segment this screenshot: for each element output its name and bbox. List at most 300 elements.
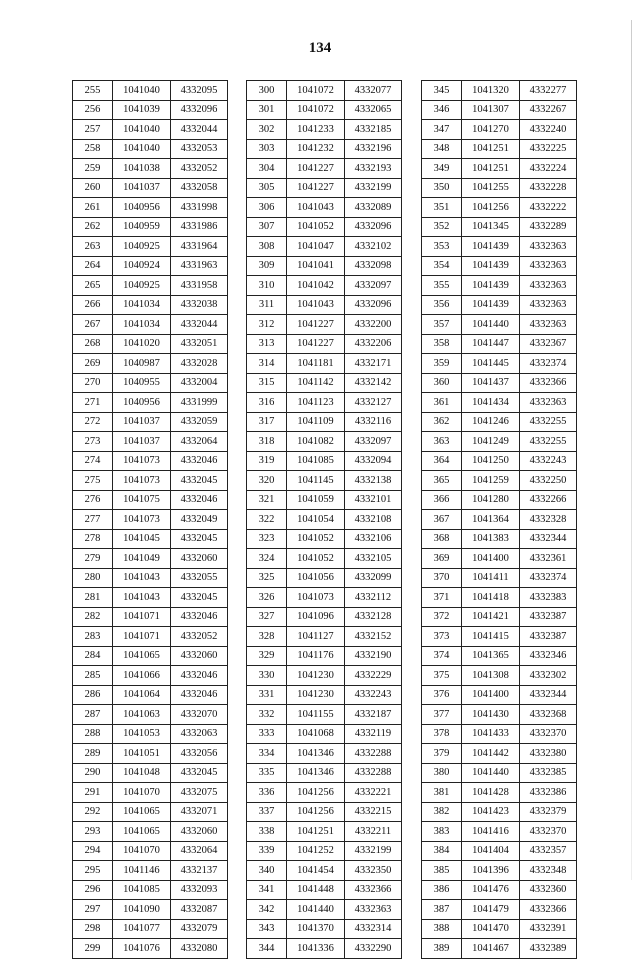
x-coordinate-cell: 1041467 (462, 939, 520, 959)
x-coordinate-cell: 1041252 (287, 841, 345, 861)
y-coordinate-cell: 4332366 (345, 880, 402, 900)
table-row (247, 256, 402, 276)
x-coordinate-cell: 1041054 (287, 510, 345, 530)
point-number-cell: 356 (422, 295, 462, 315)
point-number-cell: 300 (247, 81, 287, 101)
x-coordinate-cell: 1041440 (462, 763, 520, 783)
table-row (73, 334, 228, 354)
x-coordinate-cell: 1041037 (113, 178, 171, 198)
y-coordinate-cell: 4332055 (171, 568, 228, 588)
y-coordinate-cell: 4332389 (520, 939, 577, 959)
table-row (247, 510, 402, 530)
y-coordinate-cell: 4332314 (345, 919, 402, 939)
y-coordinate-cell: 4332105 (345, 549, 402, 569)
point-number-cell: 273 (73, 432, 113, 452)
table-row (247, 217, 402, 237)
point-number-cell: 337 (247, 802, 287, 822)
y-coordinate-cell: 4332187 (345, 705, 402, 725)
table-row (247, 451, 402, 471)
point-number-cell: 338 (247, 822, 287, 842)
point-number-cell: 310 (247, 276, 287, 296)
y-coordinate-cell: 4332368 (520, 705, 577, 725)
point-number-cell: 330 (247, 666, 287, 686)
x-coordinate-cell: 1041047 (287, 237, 345, 257)
y-coordinate-cell: 4332128 (345, 607, 402, 627)
x-coordinate-cell: 1041423 (462, 802, 520, 822)
page-number: 134 (308, 40, 332, 56)
y-coordinate-cell: 4332391 (520, 919, 577, 939)
point-number-cell: 321 (247, 490, 287, 510)
table-row (73, 198, 228, 218)
point-number-cell: 275 (73, 471, 113, 491)
y-coordinate-cell: 4332071 (171, 802, 228, 822)
x-coordinate-cell: 1041476 (462, 880, 520, 900)
x-coordinate-cell: 1041439 (462, 237, 520, 257)
y-coordinate-cell: 4332363 (345, 900, 402, 920)
y-coordinate-cell: 4332302 (520, 666, 577, 686)
y-coordinate-cell: 4332224 (520, 159, 577, 179)
y-coordinate-cell: 4331963 (171, 256, 228, 276)
table-row (73, 666, 228, 686)
y-coordinate-cell: 4332004 (171, 373, 228, 393)
table-row (422, 198, 577, 218)
point-number-cell: 267 (73, 315, 113, 335)
table-row (73, 451, 228, 471)
table-row (73, 120, 228, 140)
x-coordinate-cell: 1041142 (287, 373, 345, 393)
table-row (247, 783, 402, 803)
table-row (422, 744, 577, 764)
point-number-cell: 354 (422, 256, 462, 276)
x-coordinate-cell: 1040987 (113, 354, 171, 374)
point-number-cell: 323 (247, 529, 287, 549)
x-coordinate-cell: 1041256 (287, 802, 345, 822)
point-number-cell: 316 (247, 393, 287, 413)
point-number-cell: 314 (247, 354, 287, 374)
y-coordinate-cell: 4332196 (345, 139, 402, 159)
point-number-cell: 336 (247, 783, 287, 803)
table-row (73, 100, 228, 120)
x-coordinate-cell: 1041065 (113, 646, 171, 666)
x-coordinate-cell: 1040955 (113, 373, 171, 393)
point-number-cell: 379 (422, 744, 462, 764)
table-row (247, 490, 402, 510)
y-coordinate-cell: 4332098 (345, 256, 402, 276)
table-row (247, 315, 402, 335)
table-row (247, 763, 402, 783)
y-coordinate-cell: 4332046 (171, 666, 228, 686)
table-row (422, 451, 577, 471)
point-number-cell: 376 (422, 685, 462, 705)
y-coordinate-cell: 4332038 (171, 295, 228, 315)
point-number-cell: 281 (73, 588, 113, 608)
point-number-cell: 341 (247, 880, 287, 900)
y-coordinate-cell: 4332211 (345, 822, 402, 842)
table-row (73, 510, 228, 530)
x-coordinate-cell: 1041251 (462, 159, 520, 179)
y-coordinate-cell: 4332360 (520, 880, 577, 900)
x-coordinate-cell: 1041430 (462, 705, 520, 725)
y-coordinate-cell: 4332185 (345, 120, 402, 140)
y-coordinate-cell: 4332070 (171, 705, 228, 725)
x-coordinate-cell: 1041065 (113, 802, 171, 822)
point-number-cell: 287 (73, 705, 113, 725)
point-number-cell: 301 (247, 100, 287, 120)
x-coordinate-cell: 1041439 (462, 276, 520, 296)
y-coordinate-cell: 4332379 (520, 802, 577, 822)
y-coordinate-cell: 4332288 (345, 763, 402, 783)
table-row (73, 607, 228, 627)
y-coordinate-cell: 4331986 (171, 217, 228, 237)
table-row (422, 861, 577, 881)
table-row (422, 81, 577, 101)
y-coordinate-cell: 4332052 (171, 159, 228, 179)
y-coordinate-cell: 4332060 (171, 646, 228, 666)
point-number-cell: 377 (422, 705, 462, 725)
table-row (73, 900, 228, 920)
point-number-cell: 366 (422, 490, 462, 510)
y-coordinate-cell: 4332288 (345, 744, 402, 764)
x-coordinate-cell: 1041065 (113, 822, 171, 842)
table-row (73, 354, 228, 374)
table-row (422, 627, 577, 647)
x-coordinate-cell: 1041439 (462, 256, 520, 276)
y-coordinate-cell: 4332046 (171, 607, 228, 627)
y-coordinate-cell: 4332386 (520, 783, 577, 803)
point-number-cell: 257 (73, 120, 113, 140)
point-number-cell: 306 (247, 198, 287, 218)
x-coordinate-cell: 1041250 (462, 451, 520, 471)
table-row (422, 237, 577, 257)
y-coordinate-cell: 4332199 (345, 841, 402, 861)
x-coordinate-cell: 1041249 (462, 432, 520, 452)
x-coordinate-cell: 1040925 (113, 276, 171, 296)
y-coordinate-cell: 4332060 (171, 549, 228, 569)
y-coordinate-cell: 4332089 (345, 198, 402, 218)
table-row (247, 198, 402, 218)
table-row (73, 861, 228, 881)
table-row (73, 315, 228, 335)
y-coordinate-cell: 4332142 (345, 373, 402, 393)
point-number-cell: 266 (73, 295, 113, 315)
x-coordinate-cell: 1041145 (287, 471, 345, 491)
table-row (422, 588, 577, 608)
x-coordinate-cell: 1041146 (113, 861, 171, 881)
point-number-cell: 333 (247, 724, 287, 744)
table-row (73, 373, 228, 393)
table-row (73, 783, 228, 803)
y-coordinate-cell: 4332250 (520, 471, 577, 491)
table-row (73, 919, 228, 939)
table-row (422, 315, 577, 335)
x-coordinate-cell: 1041364 (462, 510, 520, 530)
point-number-cell: 384 (422, 841, 462, 861)
y-coordinate-cell: 4332137 (171, 861, 228, 881)
point-number-cell: 349 (422, 159, 462, 179)
x-coordinate-cell: 1041181 (287, 354, 345, 374)
x-coordinate-cell: 1041042 (287, 276, 345, 296)
y-coordinate-cell: 4332060 (171, 822, 228, 842)
point-number-cell: 277 (73, 510, 113, 530)
y-coordinate-cell: 4332079 (171, 919, 228, 939)
point-number-cell: 271 (73, 393, 113, 413)
x-coordinate-cell: 1041068 (287, 724, 345, 744)
table-row (247, 354, 402, 374)
x-coordinate-cell: 1041470 (462, 919, 520, 939)
table-row (73, 159, 228, 179)
point-number-cell: 319 (247, 451, 287, 471)
y-coordinate-cell: 4332240 (520, 120, 577, 140)
point-number-cell: 309 (247, 256, 287, 276)
point-number-cell: 371 (422, 588, 462, 608)
y-coordinate-cell: 4332058 (171, 178, 228, 198)
x-coordinate-cell: 1041428 (462, 783, 520, 803)
table-row (247, 802, 402, 822)
x-coordinate-cell: 1041437 (462, 373, 520, 393)
point-number-cell: 296 (73, 880, 113, 900)
x-coordinate-cell: 1041090 (113, 900, 171, 920)
table-row (422, 373, 577, 393)
table-row (73, 724, 228, 744)
point-number-cell: 353 (422, 237, 462, 257)
y-coordinate-cell: 4332051 (171, 334, 228, 354)
y-coordinate-cell: 4332328 (520, 510, 577, 530)
x-coordinate-cell: 1041434 (462, 393, 520, 413)
table-row (247, 744, 402, 764)
x-coordinate-cell: 1041040 (113, 120, 171, 140)
y-coordinate-cell: 4332370 (520, 822, 577, 842)
y-coordinate-cell: 4332366 (520, 373, 577, 393)
x-coordinate-cell: 1041251 (287, 822, 345, 842)
point-number-cell: 331 (247, 685, 287, 705)
y-coordinate-cell: 4332059 (171, 412, 228, 432)
point-number-cell: 284 (73, 646, 113, 666)
point-number-cell: 260 (73, 178, 113, 198)
point-number-cell: 352 (422, 217, 462, 237)
table-row (422, 939, 577, 959)
table-row (73, 295, 228, 315)
point-number-cell: 286 (73, 685, 113, 705)
table-row (73, 81, 228, 101)
y-coordinate-cell: 4332097 (345, 276, 402, 296)
point-number-cell: 373 (422, 627, 462, 647)
x-coordinate-cell: 1041056 (287, 568, 345, 588)
y-coordinate-cell: 4332225 (520, 139, 577, 159)
table-row (247, 861, 402, 881)
x-coordinate-cell: 1041365 (462, 646, 520, 666)
point-number-cell: 274 (73, 451, 113, 471)
x-coordinate-cell: 1041109 (287, 412, 345, 432)
point-number-cell: 290 (73, 763, 113, 783)
table-row (422, 724, 577, 744)
x-coordinate-cell: 1041043 (287, 295, 345, 315)
point-number-cell: 334 (247, 744, 287, 764)
y-coordinate-cell: 4332267 (520, 100, 577, 120)
table-row (73, 471, 228, 491)
x-coordinate-cell: 1041043 (287, 198, 345, 218)
point-number-cell: 291 (73, 783, 113, 803)
x-coordinate-cell: 1041071 (113, 627, 171, 647)
y-coordinate-cell: 4332266 (520, 490, 577, 510)
y-coordinate-cell: 4332361 (520, 549, 577, 569)
table-row (422, 783, 577, 803)
x-coordinate-cell: 1041041 (287, 256, 345, 276)
y-coordinate-cell: 4332222 (520, 198, 577, 218)
x-coordinate-cell: 1041256 (462, 198, 520, 218)
y-coordinate-cell: 4332096 (345, 295, 402, 315)
table-row (73, 685, 228, 705)
table-row (73, 646, 228, 666)
table-row (422, 471, 577, 491)
x-coordinate-cell: 1041383 (462, 529, 520, 549)
x-coordinate-cell: 1041433 (462, 724, 520, 744)
table-row (247, 120, 402, 140)
y-coordinate-cell: 4332200 (345, 315, 402, 335)
y-coordinate-cell: 4331998 (171, 198, 228, 218)
x-coordinate-cell: 1041270 (462, 120, 520, 140)
table-row (247, 841, 402, 861)
point-number-cell: 312 (247, 315, 287, 335)
y-coordinate-cell: 4332108 (345, 510, 402, 530)
x-coordinate-cell: 1041418 (462, 588, 520, 608)
y-coordinate-cell: 4332370 (520, 724, 577, 744)
y-coordinate-cell: 4332387 (520, 607, 577, 627)
point-number-cell: 332 (247, 705, 287, 725)
table-row (422, 607, 577, 627)
table-row (422, 880, 577, 900)
point-number-cell: 308 (247, 237, 287, 257)
table-row (247, 685, 402, 705)
x-coordinate-cell: 1041336 (287, 939, 345, 959)
point-number-cell: 389 (422, 939, 462, 959)
x-coordinate-cell: 1041052 (287, 549, 345, 569)
point-number-cell: 342 (247, 900, 287, 920)
x-coordinate-cell: 1041454 (287, 861, 345, 881)
point-number-cell: 363 (422, 432, 462, 452)
y-coordinate-cell: 4332116 (345, 412, 402, 432)
x-coordinate-cell: 1041051 (113, 744, 171, 764)
y-coordinate-cell: 4332075 (171, 783, 228, 803)
x-coordinate-cell: 1041256 (287, 783, 345, 803)
point-number-cell: 256 (73, 100, 113, 120)
y-coordinate-cell: 4332064 (171, 432, 228, 452)
x-coordinate-cell: 1041416 (462, 822, 520, 842)
table-row (73, 549, 228, 569)
table-row (247, 724, 402, 744)
table-row (422, 256, 577, 276)
y-coordinate-cell: 4332106 (345, 529, 402, 549)
point-number-cell: 370 (422, 568, 462, 588)
x-coordinate-cell: 1041440 (462, 315, 520, 335)
point-number-cell: 313 (247, 334, 287, 354)
table-row (422, 139, 577, 159)
x-coordinate-cell: 1040959 (113, 217, 171, 237)
point-number-cell: 347 (422, 120, 462, 140)
y-coordinate-cell: 4332046 (171, 451, 228, 471)
table-row (73, 432, 228, 452)
point-number-cell: 340 (247, 861, 287, 881)
table-row (73, 529, 228, 549)
table-row (247, 373, 402, 393)
x-coordinate-cell: 1041052 (287, 217, 345, 237)
table-row (247, 705, 402, 725)
x-coordinate-cell: 1041076 (113, 939, 171, 959)
y-coordinate-cell: 4331999 (171, 393, 228, 413)
x-coordinate-cell: 1040925 (113, 237, 171, 257)
point-number-cell: 346 (422, 100, 462, 120)
table-row (247, 568, 402, 588)
point-number-cell: 327 (247, 607, 287, 627)
table-row (73, 490, 228, 510)
point-number-cell: 335 (247, 763, 287, 783)
point-number-cell: 359 (422, 354, 462, 374)
table-row (422, 919, 577, 939)
x-coordinate-cell: 1041043 (113, 588, 171, 608)
table-row (422, 568, 577, 588)
point-number-cell: 322 (247, 510, 287, 530)
point-number-cell: 345 (422, 81, 462, 101)
y-coordinate-cell: 4332028 (171, 354, 228, 374)
table-row (247, 880, 402, 900)
table-row (422, 802, 577, 822)
y-coordinate-cell: 4332112 (345, 588, 402, 608)
table-row (73, 763, 228, 783)
x-coordinate-cell: 1041230 (287, 685, 345, 705)
y-coordinate-cell: 4332095 (171, 81, 228, 101)
x-coordinate-cell: 1041059 (287, 490, 345, 510)
y-coordinate-cell: 4332363 (520, 295, 577, 315)
y-coordinate-cell: 4332171 (345, 354, 402, 374)
table-row (247, 81, 402, 101)
point-number-cell: 343 (247, 919, 287, 939)
table-row (247, 666, 402, 686)
x-coordinate-cell: 1041155 (287, 705, 345, 725)
table-row (422, 705, 577, 725)
point-number-cell: 288 (73, 724, 113, 744)
y-coordinate-cell: 4332363 (520, 393, 577, 413)
point-number-cell: 328 (247, 627, 287, 647)
y-coordinate-cell: 4332099 (345, 568, 402, 588)
point-number-cell: 325 (247, 568, 287, 588)
table-row (247, 939, 402, 959)
x-coordinate-cell: 1041075 (113, 490, 171, 510)
y-coordinate-cell: 4332380 (520, 744, 577, 764)
coordinate-table-3 (421, 80, 577, 959)
x-coordinate-cell: 1041447 (462, 334, 520, 354)
y-coordinate-cell: 4332087 (171, 900, 228, 920)
table-row (73, 412, 228, 432)
point-number-cell: 262 (73, 217, 113, 237)
table-row (422, 529, 577, 549)
y-coordinate-cell: 4332045 (171, 588, 228, 608)
x-coordinate-cell: 1041400 (462, 549, 520, 569)
point-number-cell: 360 (422, 373, 462, 393)
x-coordinate-cell: 1041445 (462, 354, 520, 374)
x-coordinate-cell: 1041096 (287, 607, 345, 627)
x-coordinate-cell: 1041073 (113, 471, 171, 491)
table-row (73, 627, 228, 647)
x-coordinate-cell: 1041255 (462, 178, 520, 198)
y-coordinate-cell: 4332138 (345, 471, 402, 491)
y-coordinate-cell: 4332366 (520, 900, 577, 920)
x-coordinate-cell: 1041070 (113, 841, 171, 861)
y-coordinate-cell: 4332199 (345, 178, 402, 198)
y-coordinate-cell: 4332044 (171, 315, 228, 335)
table-row (422, 159, 577, 179)
x-coordinate-cell: 1041442 (462, 744, 520, 764)
table-row (247, 159, 402, 179)
point-number-cell: 339 (247, 841, 287, 861)
